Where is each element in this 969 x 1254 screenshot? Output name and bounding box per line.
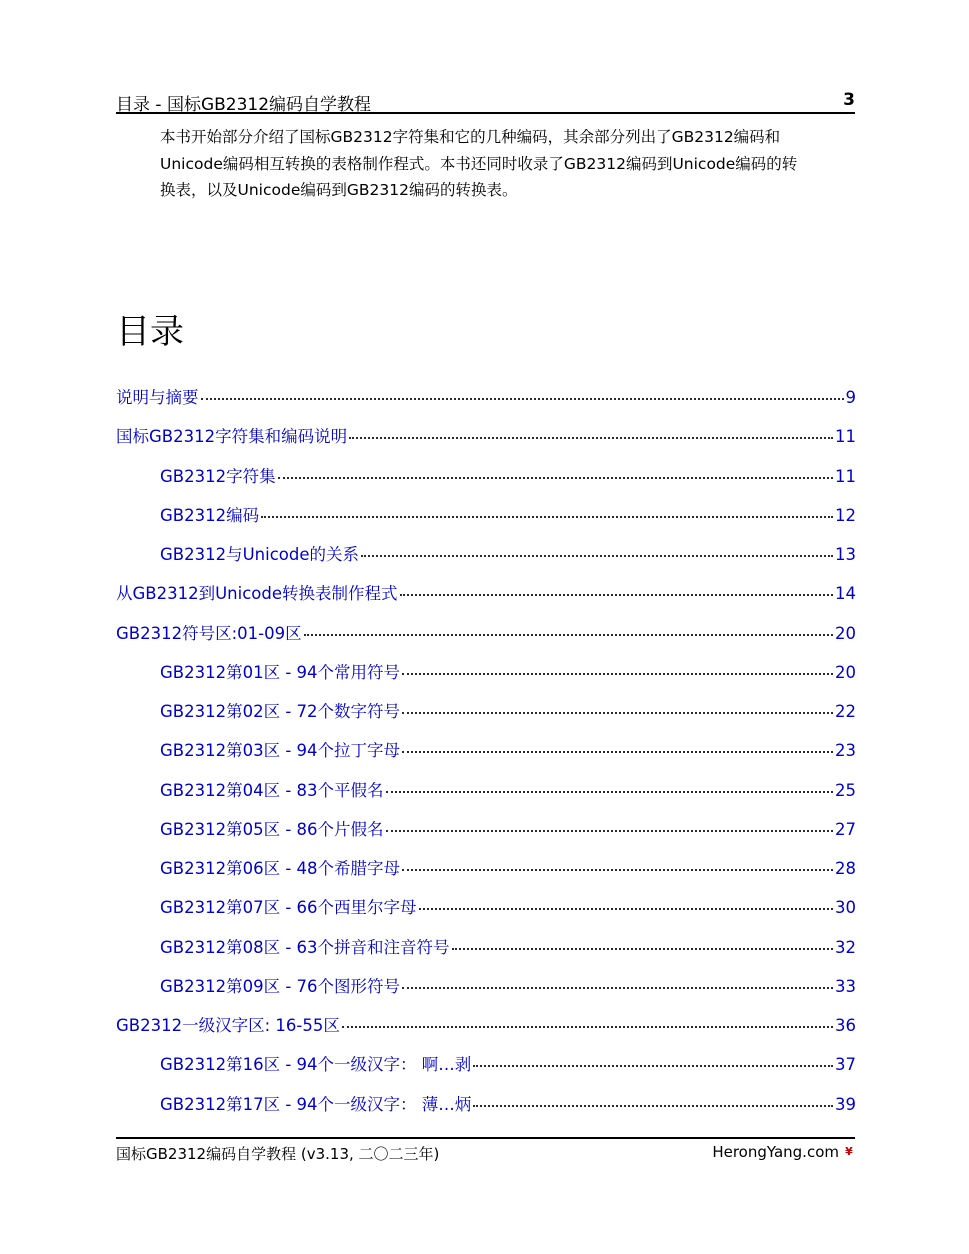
toc-dot-leader	[473, 1104, 833, 1107]
toc-entry-label[interactable]: GB2312第17区 - 94个一级汉字： 薄…炳	[160, 1095, 472, 1114]
header-title: 目录 - 国标GB2312编码自学教程	[116, 95, 372, 115]
toc-entry-label[interactable]: GB2312字符集	[160, 467, 276, 486]
toc-entry[interactable]	[116, 1014, 856, 1038]
toc-dot-leader	[278, 476, 833, 479]
toc-entry-label[interactable]: GB2312第07区 - 66个西里尔字母	[160, 898, 417, 917]
toc-entry[interactable]	[160, 936, 856, 960]
toc-dot-leader	[342, 1025, 833, 1028]
toc-entry-label[interactable]: GB2312第06区 - 48个希腊字母	[160, 859, 401, 878]
toc-entry-page[interactable]: 37	[835, 1055, 856, 1074]
toc-dot-leader	[402, 750, 833, 753]
toc-entry[interactable]	[116, 582, 856, 606]
toc-entry[interactable]	[160, 504, 856, 528]
toc-entry-page[interactable]: 14	[835, 584, 856, 603]
toc-entry-page[interactable]: 13	[835, 545, 856, 564]
toc-dot-leader	[261, 515, 833, 518]
toc-entry-page[interactable]: 20	[835, 663, 856, 682]
toc-entry-label[interactable]: GB2312符号区:01-09区	[116, 624, 302, 643]
toc-dot-leader	[361, 554, 833, 557]
toc-entry-label[interactable]: GB2312一级汉字区: 16-55区	[116, 1016, 340, 1035]
toc-dot-leader	[402, 868, 833, 871]
toc-entry[interactable]	[116, 622, 856, 646]
toc-entry-label[interactable]: 从GB2312到Unicode转换表制作程式	[116, 584, 398, 603]
toc-entry-label[interactable]: GB2312第01区 - 94个常用符号	[160, 663, 401, 682]
toc-entry-page[interactable]: 30	[835, 898, 856, 917]
toc-dot-leader	[402, 986, 833, 989]
toc-dot-leader	[386, 829, 833, 832]
toc-entry-page[interactable]: 25	[835, 781, 856, 800]
toc-entry[interactable]	[160, 975, 856, 999]
footer-book-info: 国标GB2312编码自学教程 (v3.13, 二〇二三年)	[116, 1145, 440, 1163]
toc-dot-leader	[402, 711, 833, 714]
toc-entry[interactable]	[160, 739, 856, 763]
toc-entry-page[interactable]: 39	[835, 1095, 856, 1114]
toc-dot-leader	[473, 1064, 833, 1067]
toc-dot-leader	[419, 907, 833, 910]
page-footer	[116, 1137, 855, 1165]
toc-entry-page[interactable]: 22	[835, 702, 856, 721]
toc-dot-leader	[304, 633, 833, 636]
toc-entry-page[interactable]: 27	[835, 820, 856, 839]
toc-title: 目录	[116, 312, 184, 352]
intro-line: Unicode编码相互转换的表格制作程式。本书还同时收录了GB2312编码到Unicode编码的转	[160, 154, 798, 173]
toc-entry-page[interactable]: 28	[835, 859, 856, 878]
toc-entry-page[interactable]: 11	[835, 467, 856, 486]
toc-entry-label[interactable]: 说明与摘要	[116, 388, 199, 407]
toc-entry-page[interactable]: 36	[835, 1016, 856, 1035]
toc-entry-page[interactable]: 9	[845, 388, 856, 407]
toc-entry-label[interactable]: GB2312第03区 - 94个拉丁字母	[160, 741, 401, 760]
toc-entry[interactable]	[160, 1093, 856, 1117]
toc-dot-leader	[201, 397, 844, 400]
toc-entry[interactable]	[160, 1053, 856, 1077]
toc-entry-label[interactable]: GB2312第02区 - 72个数字符号	[160, 702, 401, 721]
toc-dot-leader	[400, 593, 833, 596]
toc-entry-page[interactable]: 20	[835, 624, 856, 643]
toc-entry[interactable]	[160, 661, 856, 685]
toc-entry[interactable]	[160, 465, 856, 489]
toc-entry-page[interactable]: 23	[835, 741, 856, 760]
toc-entry[interactable]	[160, 818, 856, 842]
toc-entry[interactable]	[160, 543, 856, 567]
toc-entry[interactable]	[160, 857, 856, 881]
toc-entry-label[interactable]: GB2312第05区 - 86个片假名	[160, 820, 384, 839]
toc-entry-label[interactable]: GB2312第04区 - 83个平假名	[160, 781, 384, 800]
intro-line: 换表，以及Unicode编码到GB2312编码的转换表。	[160, 181, 518, 199]
toc-dot-leader	[349, 436, 833, 439]
toc-entry-page[interactable]: 32	[835, 938, 856, 957]
toc-entry-label[interactable]: GB2312编码	[160, 506, 260, 525]
toc-dot-leader	[386, 790, 833, 793]
toc-dot-leader	[402, 672, 833, 675]
toc-entry-label[interactable]: GB2312与Unicode的关系	[160, 545, 360, 564]
toc-dot-leader	[452, 947, 833, 950]
toc-entry-page[interactable]: 12	[835, 506, 856, 525]
toc-entry[interactable]	[116, 425, 856, 449]
herong-logo-icon: ¥	[845, 1145, 853, 1158]
intro-line: 本书开始部分介绍了国标GB2312字符集和它的几种编码，其余部分列出了GB2312编码和	[160, 128, 781, 146]
toc-entry[interactable]	[160, 700, 856, 724]
footer-site-link[interactable]: HerongYang.com	[712, 1143, 839, 1161]
toc-entry-label[interactable]: 国标GB2312字符集和编码说明	[116, 427, 348, 446]
toc-entry-page[interactable]: 33	[835, 977, 856, 996]
toc-entry-label[interactable]: GB2312第16区 - 94个一级汉字： 啊…剥	[160, 1055, 472, 1074]
toc-entry[interactable]	[160, 779, 856, 803]
toc-entry[interactable]	[160, 896, 856, 920]
toc-entry[interactable]	[116, 386, 856, 410]
toc-entry-label[interactable]: GB2312第08区 - 63个拼音和注音符号	[160, 938, 450, 957]
toc-entry-page[interactable]: 11	[835, 427, 856, 446]
header-page-number: 3	[843, 90, 855, 110]
toc-entry-label[interactable]: GB2312第09区 - 76个图形符号	[160, 977, 401, 996]
